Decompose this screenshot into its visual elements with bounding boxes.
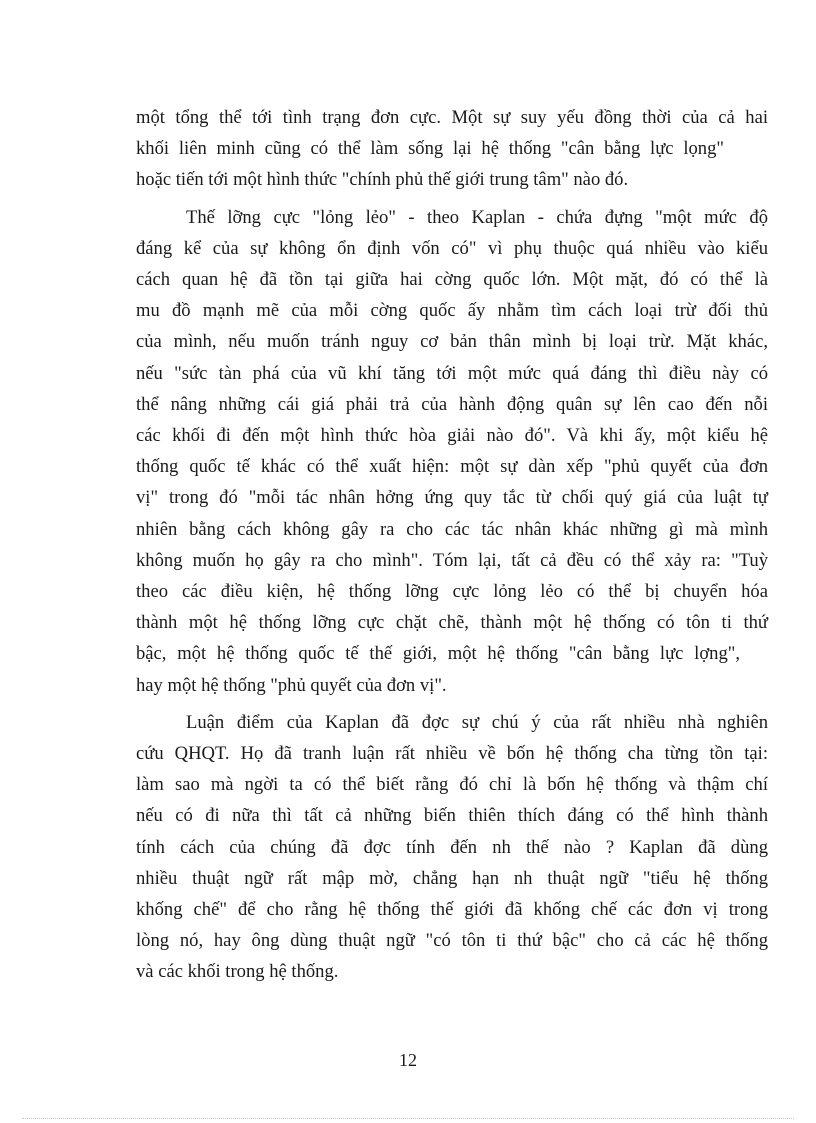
text-line: nhiều thuật ngữ rất mập mờ, chẳng hạn nh thuật ngữ "tiểu hệ thống <box>136 867 768 889</box>
text-line: của mình, nếu muốn tránh nguy cơ bản thân mình bị loại trừ. Mặt khác, <box>136 331 768 353</box>
text-line: nếu có đi nữa thì tất cả những biến thiên thích đáng có thể hình thành <box>136 805 768 827</box>
text-line: nếu "sức tàn phá của vũ khí tăng tới một mức quá đáng thì điều này có <box>136 362 768 384</box>
text-line: cứu QHQT. Họ đã tranh luận rất nhiều về bốn hệ thống cha từng tồn tại: <box>136 743 768 765</box>
text-line: hay một hệ thống "phủ quyết của đơn vị". <box>136 674 447 696</box>
text-line: không muốn họ gây ra cho mình". Tóm lại, tất cả đều có thể xảy ra: "Tuỳ <box>136 549 768 571</box>
paragraph <box>136 707 768 988</box>
text-line: các khối đi đến một hình thức hòa giải nào đó". Và khi ấy, một kiểu hệ <box>136 425 768 447</box>
footer-divider <box>22 1118 794 1119</box>
text-line: một tổng thể tới tình trạng đơn cực. Một sự suy yếu đồng thời của cả hai <box>136 107 768 128</box>
text-line: Thế lỡng cực "lỏng lẻo" - theo Kaplan - chứa đựng "một mức độ <box>186 206 768 228</box>
text-line: cách quan hệ đã tồn tại giữa hai cờng quốc lớn. Một mặt, đó có thể là <box>136 269 768 291</box>
text-line: bậc, một hệ thống quốc tế thế giới, một hệ thống "cân bằng lực lợng", <box>136 643 740 665</box>
text-line: thể nâng những cái giá phải trả của hành động quân sự lên cao đến nỗi <box>136 393 768 415</box>
text-line: thống quốc tế khác có thể xuất hiện: một sự dàn xếp "phủ quyết của đơn <box>136 456 768 478</box>
text-line: vị" trong đó "mỗi tác nhân hởng ứng quy tắc từ chối quý giá của luật tự <box>136 487 768 509</box>
text-line: khống chế" để cho rằng hệ thống thế giới đã khống chế các đơn vị trong <box>136 899 768 921</box>
text-line: Luận điểm của Kaplan đã đợc sự chú ý của rất nhiều nhà nghiên <box>186 711 768 733</box>
text-line: tính cách của chúng đã đợc tính đến nh thế nào ? Kaplan đã dùng <box>136 836 768 858</box>
text-line: nhiên bằng cách không gây ra cho các tác nhân khác những gì mà mình <box>136 518 768 540</box>
text-line: theo các điều kiện, hệ thống lỡng cực lỏng lẻo có thể bị chuyển hóa <box>136 581 768 603</box>
paragraph <box>136 202 768 701</box>
text-line: mu đồ mạnh mẽ của mỗi cờng quốc ấy nhằm tìm cách loại trừ đối thủ <box>136 300 768 322</box>
text-line: hoặc tiến tới một hình thức "chính phủ thế giới trung tâm" nào đó. <box>136 169 629 191</box>
text-line: khối liên minh cũng có thể làm sống lại hệ thống "cân bằng lực lọng" <box>136 138 724 160</box>
text-line: lòng nó, hay ông dùng thuật ngữ "có tôn ti thứ bậc" cho cả các hệ thống <box>136 930 768 952</box>
page-number: 12 <box>399 1050 417 1070</box>
text-line: đáng kể của sự không ổn định vốn có" vì phụ thuộc quá nhiều vào kiểu <box>136 237 768 259</box>
paragraph <box>136 102 768 196</box>
text-line: thành một hệ thống lỡng cực chặt chẽ, thành một hệ thống có tôn ti thứ <box>136 612 768 634</box>
text-line: và các khối trong hệ thống. <box>136 961 339 983</box>
document-body <box>136 102 768 988</box>
text-line: làm sao mà ngời ta có thể biết rằng đó chỉ là bốn hệ thống và thậm chí <box>136 774 768 796</box>
